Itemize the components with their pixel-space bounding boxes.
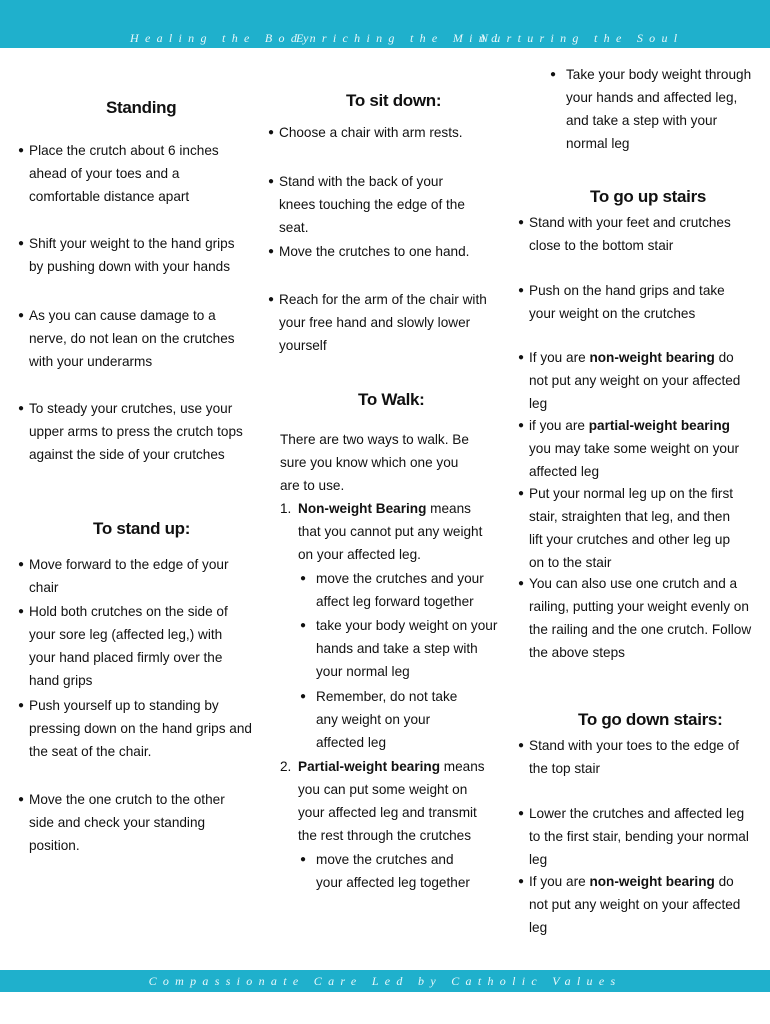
bullet-icon: ● [300,691,307,702]
method-number: 1. [280,501,292,516]
bullet-icon: ● [300,620,307,631]
motto-nurturing: Nurturing the Soul [480,31,684,45]
up-stairs-item-6: ● You can also use one crutch and a railing, putting your weight evenly on the railing and the one crutch. Follow the above steps [518,572,754,664]
header-band [0,0,770,48]
stand-up-item-4: ● Move the one crutch to the other side and check your standing position. [18,788,244,857]
walk-method-2-step-1: ● move the crutches and your affected leg together [298,848,478,894]
bullet-icon: ● [518,352,525,363]
footer-tagline: Compassionate Care Led by Catholic Values [148,974,622,988]
bullet-icon: ● [518,808,525,819]
up-stairs-item-1: ● Stand with your feet and crutches close to the bottom stair [518,211,754,257]
method-number: 2. [280,759,292,774]
bullet-icon: ● [300,573,307,584]
up-stairs-heading: To go up stairs [590,187,707,206]
bullet-icon: ● [518,578,525,589]
method-term: Non-weight Bearing [298,501,427,516]
bullet-icon: ● [300,854,307,865]
stand-up-heading: To stand up: [93,519,191,538]
bullet-icon: ● [550,69,557,80]
sit-down-item-3: ● Move the crutches to one hand. [268,240,504,263]
bullet-icon: ● [518,740,525,751]
method-term: Partial-weight bearing [298,759,441,774]
footer-band [0,970,770,992]
standing-item-1: ● Place the crutch about 6 inches ahead of your toes and a comfortable distance apart [18,139,254,208]
up-stairs-item-4: ● if you are partial-weight bearing you may take some weight on your affected leg [518,414,754,483]
up-stairs-item-2: ● Push on the hand grips and take your weight on the crutches [518,279,732,325]
up-stairs-item-5: ● Put your normal leg up on the first stair, straighten that leg, and then lift your crutches and other leg up on to the stair [518,482,744,574]
bullet-icon: ● [518,876,525,887]
walk-method-1 [280,497,494,566]
up-stairs-item-3: ● If you are non-weight bearing do not put any weight on your affected leg [518,346,754,415]
walk-method-1-step-1: ● move the crutches and your affect leg forward together [298,567,508,613]
bullet-icon: ● [518,217,525,228]
walk-method-2 [280,755,496,847]
bullet-icon: ● [18,145,25,156]
bullet-icon: ● [18,403,25,414]
sit-down-item-4: ● Reach for the arm of the chair with your free hand and slowly lower yourself [268,288,504,357]
walk-intro: There are two ways to walk. Be sure you know which one you are to use. [280,432,469,493]
motto-healing: Healing the Body [130,31,315,45]
walk-method-1-step-3: ● Remember, do not take any weight on your affected leg [298,685,478,754]
standing-item-3: ● As you can cause damage to a nerve, do not lean on the crutches with your underarms [18,304,254,373]
bullet-icon: ● [18,700,25,711]
down-stairs-item-2: ● Lower the crutches and affected leg to the first stair, bending your normal leg [518,802,754,871]
bullet-icon: ● [18,559,25,570]
standing-item-4: ● To steady your crutches, use your upper arms to press the crutch tops against the side of your crutches [18,397,246,466]
down-stairs-item-3: ● If you are non-weight bearing do not put any weight on your affected leg [518,870,754,939]
bullet-icon: ● [18,794,25,805]
down-stairs-item-1: ● Stand with your toes to the edge of the top stair [518,734,754,780]
sit-down-item-1: ● Choose a chair with arm rests. [268,121,504,144]
method-text: means you can put some weight on your affected leg and transmit the rest through the crutches [298,759,485,843]
bullet-icon: ● [518,420,525,431]
bullet-icon: ● [18,238,25,249]
stand-up-item-2: ● Hold both crutches on the side of your sore leg (affected leg,) with your hand placed firmly over the hand grips [18,600,250,692]
walk-method-1-step-2: ● take your body weight on your hands and take a step with your normal leg [298,614,498,683]
stand-up-item-1: ● Move forward to the edge of your chair [18,553,254,599]
bullet-icon: ● [18,310,25,321]
motto-enriching: Enriching the Mind [296,31,504,45]
standing-heading: Standing [106,98,177,117]
bullet-icon: ● [518,285,525,296]
bullet-icon: ● [268,246,275,257]
bullet-icon: ● [18,606,25,617]
bullet-icon: ● [518,488,525,499]
method-text: means that you cannot put any weight on your affected leg. [298,501,483,562]
bullet-icon: ● [268,127,275,138]
sit-down-item-2: ● Stand with the back of your knees touching the edge of the seat. [268,170,468,239]
bullet-icon: ● [268,294,275,305]
stand-up-item-3: ● Push yourself up to standing by pressing down on the hand grips and the seat of the chair. [18,694,254,763]
walk-heading: To Walk: [358,390,425,409]
down-stairs-heading: To go down stairs: [578,710,723,729]
bullet-icon: ● [268,176,275,187]
walk-method-2-step-2: ● Take your body weight through your hands and affected leg, and take a step with your normal leg [548,63,754,155]
sit-down-heading: To sit down: [346,91,442,110]
standing-item-2: ● Shift your weight to the hand grips by pushing down with your hands [18,232,238,278]
